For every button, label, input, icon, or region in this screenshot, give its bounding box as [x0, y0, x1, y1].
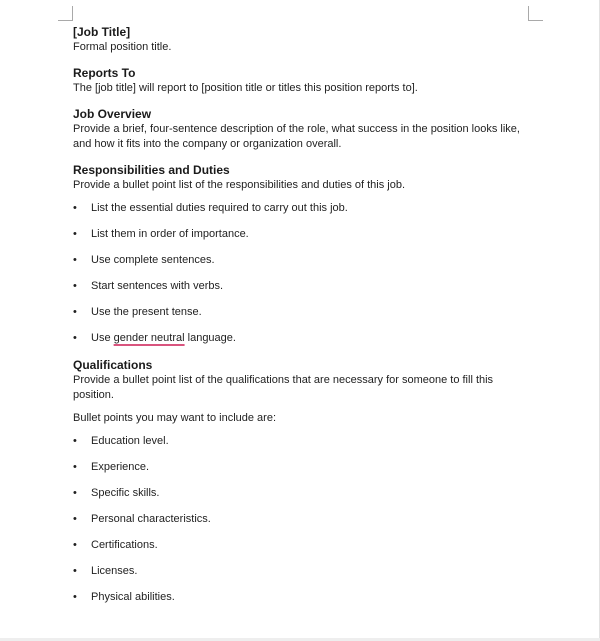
- section-job-title: [73, 24, 523, 55]
- spellcheck-flagged-text[interactable]: gender neutral: [113, 332, 185, 344]
- list-item: [73, 434, 523, 449]
- bullet-icon: •: [73, 461, 77, 473]
- crop-mark-top-left: [58, 6, 73, 21]
- job-title-heading: [Job Title]: [73, 25, 131, 39]
- responsibilities-list: [73, 201, 523, 346]
- section-responsibilities: [73, 162, 523, 346]
- qualifications-list: [73, 434, 523, 605]
- job-title-text: Formal position title.: [73, 41, 172, 53]
- bullet-icon: •: [73, 565, 77, 577]
- crop-mark-top-right: [528, 6, 543, 21]
- list-item: [73, 486, 523, 501]
- list-item: [73, 227, 523, 242]
- bullet-icon: •: [73, 487, 77, 499]
- list-item-text: Physical abilities.: [91, 591, 175, 603]
- bullet-icon: •: [73, 306, 77, 318]
- bullet-icon: •: [73, 591, 77, 603]
- list-item-text: List them in order of importance.: [91, 228, 249, 240]
- document-body[interactable]: [73, 24, 523, 616]
- list-item-text: Specific skills.: [91, 487, 160, 499]
- list-item-text: Certifications.: [91, 539, 158, 551]
- bullet-icon: •: [73, 228, 77, 240]
- list-item: [73, 279, 523, 294]
- list-item-text: Experience.: [91, 461, 150, 473]
- responsibilities-heading: Responsibilities and Duties: [73, 163, 230, 177]
- list-item: [73, 538, 523, 553]
- list-item-prefix: Use: [91, 332, 114, 344]
- list-item: [73, 331, 523, 346]
- qualifications-heading: Qualifications: [73, 358, 153, 372]
- list-item: [73, 590, 523, 605]
- section-reports-to: [73, 65, 523, 96]
- bullet-icon: •: [73, 332, 77, 344]
- list-item-text: Licenses.: [91, 565, 138, 577]
- list-item-text: Personal characteristics.: [91, 513, 211, 525]
- bullet-icon: •: [73, 202, 77, 214]
- section-qualifications: [73, 357, 523, 605]
- bullet-icon: •: [73, 254, 77, 266]
- responsibilities-text: Provide a bullet point list of the responsibilities and duties of this job.: [73, 179, 406, 191]
- bullet-icon: •: [73, 513, 77, 525]
- list-item-suffix: language.: [184, 332, 236, 344]
- list-item-text: Start sentences with verbs.: [91, 280, 224, 292]
- section-job-overview: [73, 106, 523, 152]
- list-item: [73, 460, 523, 475]
- list-item-text: Education level.: [91, 435, 169, 447]
- list-item-text: List the essential duties required to carry out this job.: [91, 202, 348, 214]
- bullet-icon: •: [73, 539, 77, 551]
- reports-to-heading: Reports To: [73, 66, 136, 80]
- list-item: [73, 305, 523, 320]
- list-item: [73, 512, 523, 527]
- list-item: [73, 201, 523, 216]
- reports-to-text: The [job title] will report to [position title or titles this position reports to].: [73, 82, 418, 94]
- list-item: [73, 564, 523, 579]
- list-item-text: Use complete sentences.: [91, 254, 215, 266]
- bullet-icon: •: [73, 435, 77, 447]
- list-item: [73, 253, 523, 268]
- qualifications-intro: Bullet points you may want to include are:: [73, 412, 277, 424]
- job-overview-text: Provide a brief, four-sentence description of the role, what success in the position looks like, and how it fits into the company or organization overall.: [73, 123, 520, 150]
- qualifications-text: Provide a bullet point list of the qualifications that are necessary for someone to fill this position.: [73, 374, 494, 401]
- list-item-text: Use the present tense.: [91, 306, 202, 318]
- job-overview-heading: Job Overview: [73, 107, 152, 121]
- bullet-icon: •: [73, 280, 77, 292]
